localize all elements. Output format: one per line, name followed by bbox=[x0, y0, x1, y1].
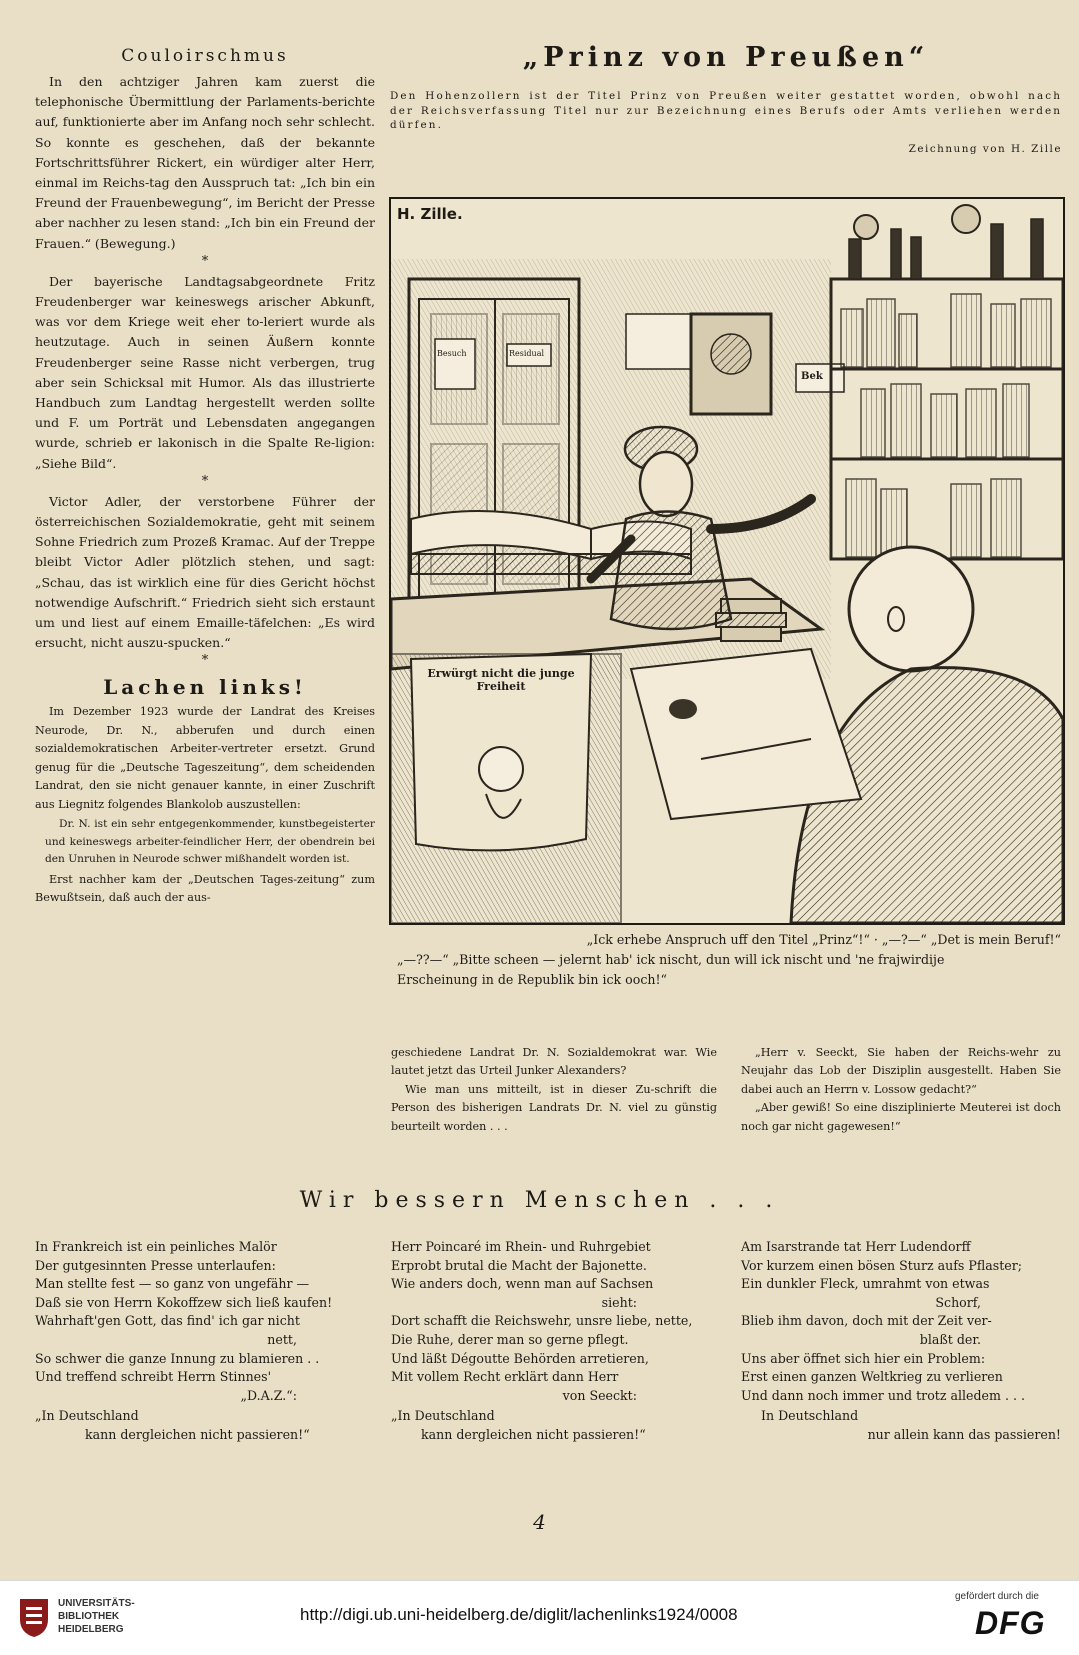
separator-star: * bbox=[201, 473, 209, 489]
poem-stanza-2 bbox=[391, 1238, 717, 1445]
poem-line: Die Ruhe, derer man so gerne pflegt. bbox=[391, 1331, 629, 1347]
poem-line: Der gutgesinnten Presse unterlaufen: bbox=[35, 1257, 276, 1273]
dfg-logo: DFG bbox=[975, 1605, 1046, 1641]
door-sign: Besuch bbox=[437, 349, 467, 358]
poem-line: Vor kurzem einen bösen Sturz aufs Pflaster; bbox=[741, 1257, 1022, 1273]
poem-title: Wir bessern Menschen . . . bbox=[299, 1188, 780, 1213]
poem-line: Wie anders doch, wenn man auf Sachsen bbox=[391, 1276, 654, 1292]
poem-line: Und treffend schreibt Herrn Stinnes' bbox=[35, 1369, 272, 1385]
poem-refrain: „In Deutschland bbox=[35, 1408, 139, 1424]
poem-refrain: „In Deutschland bbox=[391, 1408, 495, 1424]
prinz-intro: Den Hohenzollern ist der Titel Prinz von Preußen weiter gestattet worden, obwohl nach der Reichsverfassung Titel nur zur Bezeichnung eines Berufs oder Amts verliehen werden dürfen. bbox=[390, 90, 1062, 132]
poem-line: nett, bbox=[267, 1331, 297, 1347]
caption-line: „—??—“ „Bitte scheen — jelernt hab' ick nischt, dun will ick nischt und 'ne frajwirdije bbox=[397, 952, 945, 967]
wall-sign: Bek bbox=[801, 371, 823, 382]
cartoon-drawing bbox=[391, 199, 1063, 923]
prinz-article-header bbox=[390, 42, 1062, 155]
poem-stanza-3 bbox=[741, 1238, 1061, 1445]
page-number: 4 bbox=[533, 1510, 546, 1534]
artist-signature: H. Zille. bbox=[397, 205, 463, 223]
couloir-text-1: In den achtziger Jahren kam zuerst die telephonische Übermittlung der Parlaments-berichte auf, funktionierte aber im Anfang noch sehr schlecht. So konnte es geschehen, daß der bekannte Fortschrittsführer Rickert, ein würdiger alter Herr, einmal im Reichs-tag den Ausspruch tat: „Ich bin ein Freund der Frauenbewegung“, im Bericht der Presse aber nachher zu lesen stand: „Ich bin ein Freund der Frauen.“ (Bewegung.) bbox=[35, 74, 375, 251]
library-footer bbox=[0, 1580, 1079, 1655]
poem-line: Daß sie von Herrn Kokoffzew sich ließ kaufen! bbox=[35, 1294, 333, 1310]
poem-line: sieht: bbox=[601, 1294, 637, 1310]
lachen-text-2: Erst nachher kam der „Deutschen Tages-zeitung“ zum Bewußtsein, daß auch der aus- bbox=[35, 872, 375, 905]
poem-line: Blieb ihm davon, doch mit der Zeit ver- bbox=[741, 1313, 992, 1329]
prinz-title: „Prinz von Preußen“ bbox=[522, 42, 930, 73]
separator-star: * bbox=[201, 653, 209, 669]
lachen-text-1: Im Dezember 1923 wurde der Landrat des Kreises Neurode, Dr. N., abberufen und durch einen sozialdemokratischen Arbeiter-vertreter ersetzt. Grund genug für die „Deutsche Tageszeitung“, dem scheidenden Landrat, den sie nicht genauer kannte, in einer Zuschrift aus Liegnitz folgendes Blankolob auszustellen: bbox=[35, 705, 375, 811]
lachen-quote: Dr. N. ist ein sehr entgegenkommender, kunstbegeisterter und keineswegs arbeiter-feindlicher Herr, der obendrein bei den Unruhen in Neurode schwer mißhandelt worden ist. bbox=[45, 817, 375, 866]
poem-stanza-1 bbox=[35, 1238, 377, 1445]
poem-line: Herr Poincaré im Rhein- und Ruhrgebiet bbox=[391, 1239, 651, 1254]
column-3: „Herr v. Seeckt, Sie haben der Reichs-wehr zu Neujahr das Lob der Disziplin ausgestellt. Haben Sie dabei auch an Herrn v. Lossow gedacht?“ „Aber gewiß! So eine disziplinierte Meuterei ist doch noch gar nicht gagewesen!“ bbox=[741, 1046, 1061, 1133]
poem-line: Und läßt Dégoutte Behörden arretieren, bbox=[391, 1350, 649, 1366]
poem-line: Am Isarstrande tat Herr Ludendorff bbox=[741, 1239, 971, 1254]
poem-line: Ein dunkler Fleck, umrahmt von etwas bbox=[741, 1276, 990, 1292]
poem-line: Erst einen ganzen Weltkrieg zu verlieren bbox=[741, 1369, 1003, 1385]
poem-line: blaßt der. bbox=[919, 1331, 981, 1347]
university-library-logo: UNIVERSITÄTS- BIBLIOTHEK HEIDELBERG bbox=[58, 1598, 135, 1635]
caption-line: Erscheinung in de Republik bin ick ooch!“ bbox=[397, 972, 667, 987]
poem-refrain: kann dergleichen nicht passieren!“ bbox=[421, 1426, 646, 1442]
caption-line: „Ick erhebe Anspruch uff den Titel „Prinz“!“ · „—?—“ „Det is mein Beruf!“ bbox=[586, 932, 1061, 947]
poem-line: In Frankreich ist ein peinliches Malör bbox=[35, 1239, 277, 1254]
poem-line: Man stellte fest — so ganz von ungefähr — bbox=[35, 1276, 310, 1292]
poem-refrain: In Deutschland bbox=[761, 1408, 859, 1424]
poem-line: „D.A.Z.“: bbox=[240, 1387, 297, 1403]
poem-refrain: nur allein kann das passieren! bbox=[867, 1426, 1061, 1442]
zille-cartoon bbox=[389, 197, 1065, 925]
separator-star: * bbox=[201, 253, 209, 269]
poem-line: Mit vollem Recht erklärt dann Herr bbox=[391, 1369, 619, 1385]
couloir-text-3: Victor Adler, der verstorbene Führer der österreichischen Sozialdemokratie, geht mit seinem Sohne Friedrich zum Prozeß Kramac. Auf der Treppe bleibt Victor Adler plötzlich stehen, und sagt: „Schau, das ist wirklich eine für dies Gericht höchst notwendige Aufschrift.“ Friedrich sieht sich erstaunt um und liest auf einem Emaille-täfelchen: „Es wird ersucht, nicht auszu-spucken.“ bbox=[35, 493, 375, 651]
poem-line: von Seeckt: bbox=[562, 1387, 637, 1403]
university-seal-icon bbox=[16, 1595, 52, 1639]
left-column bbox=[35, 46, 375, 908]
digital-library-url-link[interactable]: http://digi.ub.uni-heidelberg.de/diglit/lachenlinks1924/0008 bbox=[300, 1605, 738, 1624]
couloir-heading: Couloirschmus bbox=[121, 46, 289, 66]
poem-line: Erprobt brutal die Macht der Bajonette. bbox=[391, 1257, 647, 1273]
banner-text: Erwürgt nicht die junge Freiheit bbox=[427, 667, 575, 693]
poem-line: Und dann noch immer und trotz alledem . . . bbox=[741, 1387, 1025, 1403]
poem-line: So schwer die ganze Innung zu blamieren . . bbox=[35, 1350, 320, 1366]
drawing-credit: Zeichnung von H. Zille bbox=[908, 142, 1062, 155]
column-2: geschiedene Landrat Dr. N. Sozialdemokrat war. Wie lautet jetzt das Urteil Junker Alexanders? Wie man uns mitteilt, ist in dieser Zu-schrift die Person des bisherigen Landrats Dr. N. viel zu günstig beurteilt worden . . . bbox=[391, 1046, 717, 1133]
poem-refrain: kann dergleichen nicht passieren!“ bbox=[85, 1426, 310, 1442]
poem-line: Schorf, bbox=[935, 1294, 981, 1310]
cartoon-caption bbox=[397, 930, 1061, 990]
couloir-text-2: Der bayerische Landtagsabgeordnete Fritz Freudenberger war keineswegs arischer Abkunft, was vor dem Kriege weit eher to-leriert wurde als heutzutage. Auch in seinen Äußern konnte Freudenberger seine Rasse nicht verbergen, trug aber sein Schicksal mit Humor. Als das illustrierte Handbuch zum Landtag hergestellt werden sollte und F. um Porträt und Lebensdaten angegangen wurde, schrieb er lakonisch in die Spalte Re-ligion: „Siehe Bild“. bbox=[35, 273, 375, 471]
poem-line: Dort schafft die Reichswehr, unsre liebe, nette, bbox=[391, 1313, 693, 1329]
funding-note: gefördert durch die bbox=[955, 1591, 1039, 1602]
door-sign-2: Residual bbox=[509, 349, 545, 358]
poem-line: Wahrhaft'gen Gott, das find' ich gar nicht bbox=[35, 1313, 300, 1329]
poem-line: Uns aber öffnet sich hier ein Problem: bbox=[741, 1350, 986, 1366]
lachen-links-heading: Lachen links! bbox=[103, 675, 307, 700]
